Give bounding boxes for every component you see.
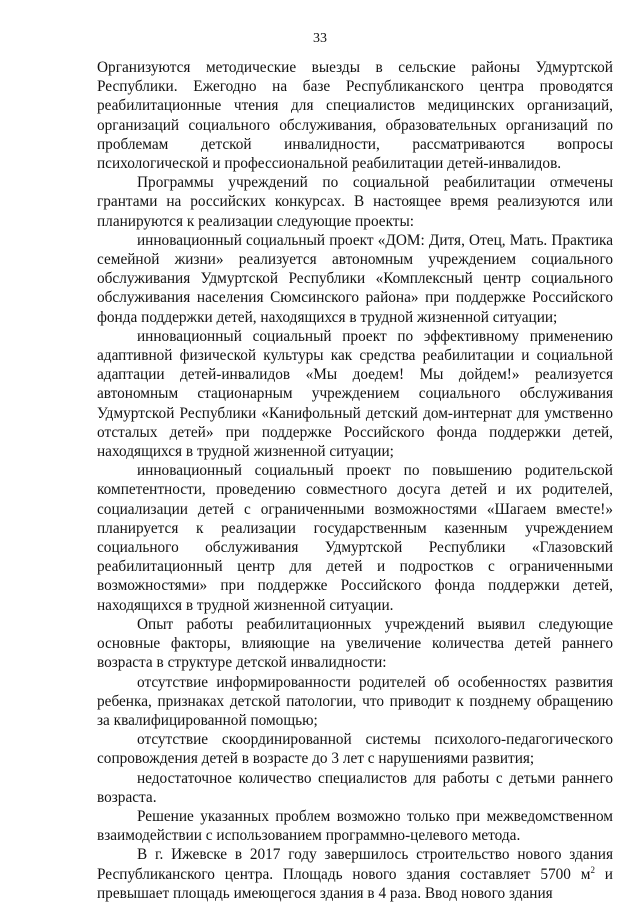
paragraph-grants: Программы учреждений по социальной реабилитации отмечены грантами на российских конкурсах. В настоящее время реализуются или планируются к реализации следующие проекты:: [97, 174, 613, 230]
paragraph-factors-intro: Опыт работы реабилитационных учреждений выявил следующие основные факторы, влияющие на увеличение количества детей раннего возраста в структуре детской инвалидности:: [97, 615, 613, 672]
paragraph-project-dom: инновационный социальный проект «ДОМ: Дитя, Отец, Мать. Практика семейной жизни» реализуется автономным учреждением социального обслуживания Удмуртской Республики «Комплексный центр социального обслуживания населения Сюмсинского района» при поддержке Российского фонда поддержки детей, находящихся в трудной жизненной ситуации;: [97, 231, 613, 326]
paragraph-project-my-doedem: инновационный социальный проект по эффективному применению адаптивной физической культуры как средства реабилитации и социальной адаптации детей-инвалидов «Мы доедем! Мы дойдем!» реализуется автономным стационарным учреждением социального обслуживания Удмуртской Республики «Канифольный детский дом-интернат для умственно отсталых детей» при поддержке Российского фонда поддержки детей, находящихся в трудной жизненной ситуации;: [97, 327, 613, 461]
paragraph-project-shagaem-vmeste: инновационный социальный проект по повышению родительской компетентности, проведению совместного досуга детей и их родителей, социализации детей с ограниченными возможностями «Шагаем вместе!» планируется к реализации государственным казенным учреждением социального обслуживания Удмуртской Республики «Глазовский реабилитационный центр для детей и подростков с ограниченными возможностями» при поддержке Российского фонда поддержки детей, находящихся в трудной жизненной ситуации.: [97, 462, 613, 614]
paragraph-methodical-visits: Организуются методические выезды в сельские районы Удмуртской Республики. Ежегодно на базе Республиканского центра проводятся реабилитационные чтения для специалистов медицинских организаций, организаций социального обслуживания, образовательных организаций по проблемам детской инвалидности, рассматриваются вопросы психологической и профессиональной реабилитации детей-инвалидов.: [97, 59, 613, 173]
paragraph-factor-specialists: недостаточное количество специалистов для работы с детьми раннего возраста.: [97, 769, 613, 806]
square-superscript: 2: [590, 864, 595, 875]
paragraph-new-building: [97, 845, 613, 903]
paragraph-factor-information: отсутствие информированности родителей об особенностях развития ребенка, признаках детской патологии, что приводит к позднему обращению за квалифицированной помощью;: [97, 673, 613, 729]
page-body: [97, 58, 613, 903]
new-building-text-start: В г. Ижевске в 2017 году завершилось строительство нового здания Республиканского центра. Площадь нового здания составляет 5700 м: [97, 846, 613, 883]
new-building-text-end: и превышает площадь имеющегося здания в 4 раза. Ввод нового здания: [97, 865, 613, 902]
paragraph-factor-coordination: отсутствие скоординированной системы психолого-педагогического сопровождения детей в возрасте до 3 лет с нарушениями развития;: [97, 731, 613, 768]
paragraph-solution: Решение указанных проблем возможно только при межведомственном взаимодействии с использованием программно-целевого метода.: [97, 807, 613, 845]
page-number: 33: [313, 31, 327, 46]
